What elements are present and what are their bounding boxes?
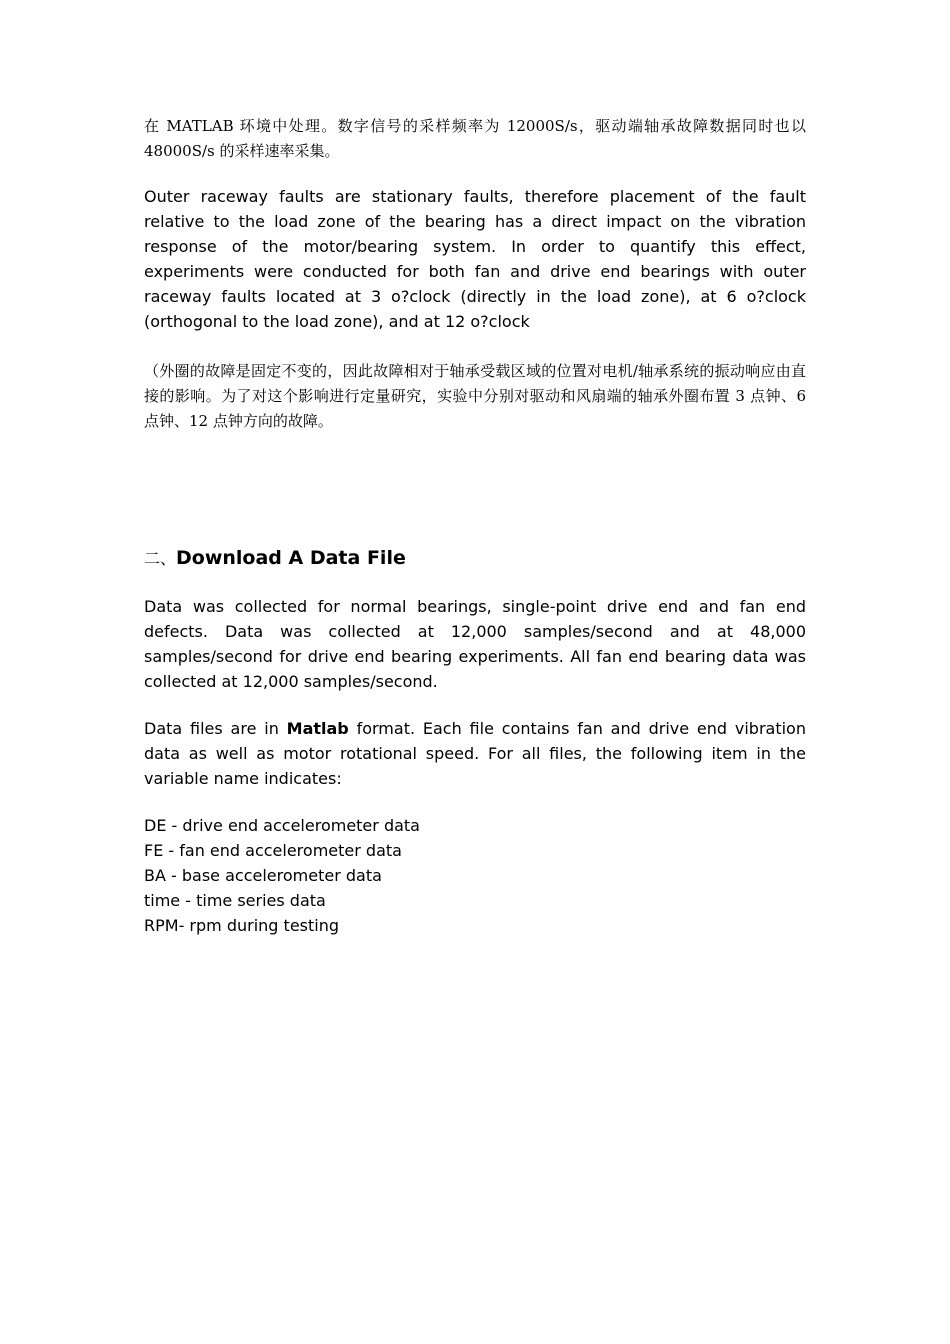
section-heading: [144, 544, 806, 573]
file-format-text-after: format. Each file contains fan and drive end vibration data as well as motor rotational speed. For all files, the following item in the variable name indicates:: [144, 719, 806, 788]
matlab-bold-text: Matlab: [286, 719, 349, 738]
outer-raceway-paragraph: Outer raceway faults are stationary faults, therefore placement of the fault relative to the load zone of the bearing has a direct impact on the vibration response of the motor/bearing system. In order to quantify this effect, experiments were conducted for both fan and drive end bearings with outer raceway faults located at 3 o?clock (directly in the load zone), at 6 o?clock (orthogonal to the load zone), and at 12 o?clock: [144, 187, 806, 331]
variable-item-rpm: RPM- rpm during testing: [144, 916, 340, 935]
variable-item-time: time - time series data: [144, 891, 326, 910]
variable-item-de: DE - drive end accelerometer data: [144, 816, 420, 835]
section-number: 二、: [144, 549, 177, 568]
file-format-text-before: Data files are in: [144, 719, 287, 738]
data-collection-paragraph: Data was collected for normal bearings, single-point drive end and fan end defects. Data was collected at 12,000 samples/second and at 48,000 samples/second for drive end bearing experiments. All fan end bearing data was collected at 12,000 samples/second.: [144, 597, 806, 691]
variable-list: [144, 813, 806, 938]
section-title: Download A Data File: [176, 547, 406, 569]
variable-item-ba: BA - base accelerometer data: [144, 866, 382, 885]
document-page: [144, 114, 806, 938]
variable-item-fe: FE - fan end accelerometer data: [144, 841, 402, 860]
intro-paragraph-cn: 在 MATLAB 环境中处理。数字信号的采样频率为 12000S/s，驱动端轴承故障数据同时也以 48000S/s 的采样速率采集。: [144, 117, 806, 160]
file-format-paragraph: [144, 716, 806, 791]
outer-raceway-paragraph-cn: （外圈的故障是固定不变的，因此故障相对于轴承受载区域的位置对电机/轴承系统的振动响应由直接的影响。为了对这个影响进行定量研究，实验中分别对驱动和风扇端的轴承外圈布置 3 点钟、6 点钟、12 点钟方向的故障。: [144, 362, 806, 430]
